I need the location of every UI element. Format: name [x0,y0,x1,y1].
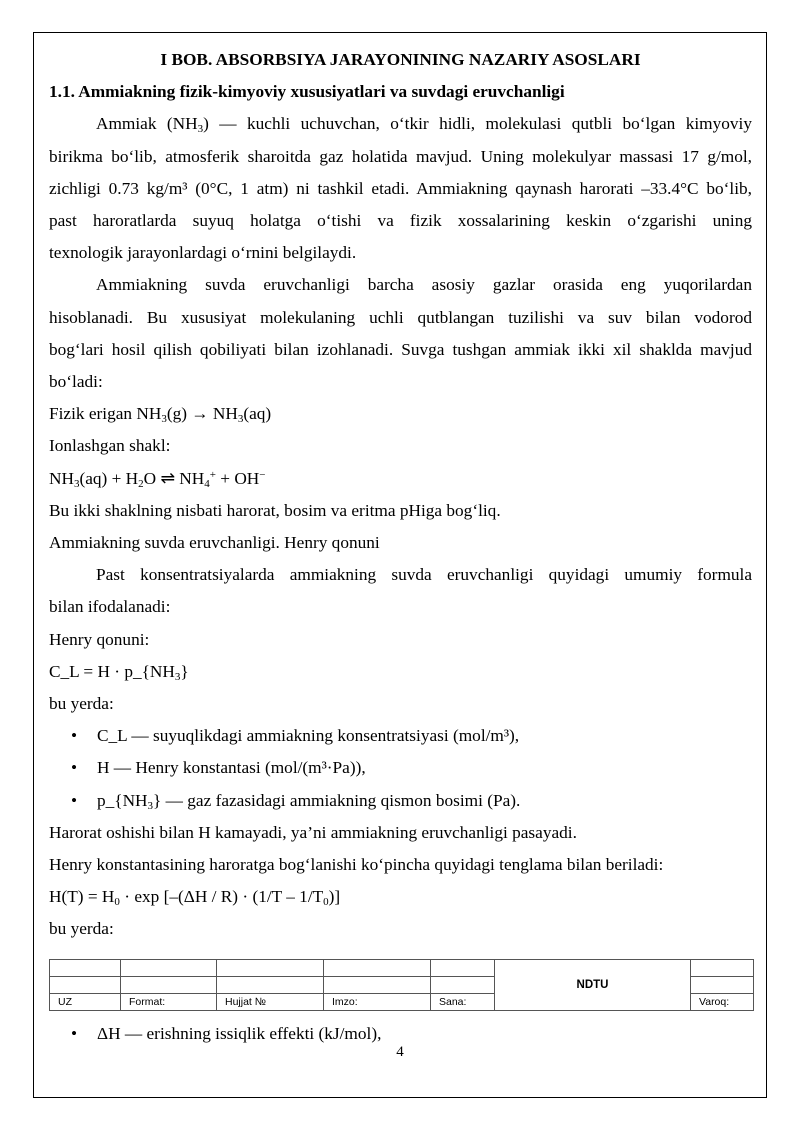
temperature-text: Harorat oshishi bilan H kamayadi, ya’ni ammiakning eruvchanligi pasayadi. [49,822,577,842]
list-item: • C_L — suyuqlikdagi ammiakning konsentratsiyasi (mol/m³), [49,720,752,752]
equation-ionization: $NH_3(aq) + H_2O$ ⇌ $NH_4^+ + OH^-$ [49,468,266,490]
stamp-cell [691,960,754,977]
vant-hoff-equation: $H(T) = H_0 \cdot \exp [-(\Delta H / R) \cdot (1/T - 1/T_0)]$ [49,887,341,909]
dependence-text: Henry konstantasining haroratga bog‘lanishi ko‘pincha quyidagi tenglama bilan beriladi: [49,855,664,875]
stamp-cell [324,977,431,994]
title-block-stamp [49,959,754,1011]
stamp-cell [50,960,121,977]
paragraph-solubility [49,269,752,398]
list-item: • H — Henry konstantasi (mol/(m³·Pa)), [49,752,752,784]
stamp-cell [217,977,324,994]
paragraph-line: bog‘lari hosil qilish qobiliyati bilan izohlanadi. Suvga tushgan ammiak ikki xil shaklda mavjud [49,339,752,359]
chapter-heading: I BOB. ABSORBSIYA JARAYONINING NAZARIY ASOSLARI [160,50,641,69]
ionized-label: Ionlashgan shakl: [49,436,171,456]
paragraph-line: hisoblanadi. Bu xususiyat molekulaning uchli qutblangan tuzilishi va suv bilan vodorod [49,307,752,327]
stamp-cell [431,960,495,977]
variables-list [49,720,752,817]
paragraph-henry [49,559,752,623]
ratio-text: Bu ikki shaklning nisbati harorat, bosim va eritma pHiga bog‘liq. [49,500,501,520]
paragraph-properties [49,108,752,269]
equation-dissolved: Fizik erigan $NH_3(g) \to NH_3(aq)$ [49,404,272,426]
section-heading: 1.1. Ammiakning fizik-kimyoviy xususiyatlari va suvdagi eruvchanligi [49,82,565,102]
stamp-cell [50,977,121,994]
paragraph-line: Past konsentratsiyalarda ammiakning suvda eruvchanligi quyidagi umumiy formula [96,565,752,585]
paragraph-line: Ammiak $(NH_3)$ — kuchli uchuvchan, o‘tkir hidli, molekulasi qutbli bo‘lgan kimyoviy [96,114,752,136]
paragraph-line: bo‘ladi: [49,372,103,392]
stamp-signature: Imzo: [324,994,431,1011]
where-label: bu yerda: [49,694,114,714]
stamp-uz: UZ [50,994,121,1011]
paragraph-line: bilan ifodalanadi: [49,597,171,617]
paragraph-line: Ammiakning suvda eruvchanligi barcha asosiy gazlar orasida eng yuqorilardan [96,275,752,295]
stamp-cell [691,977,754,994]
stamp-document-number: Hujjat № [217,994,324,1011]
stamp-cell [121,960,217,977]
paragraph-line: birikma bo‘lib, atmosferik sharoitda gaz holatida mavjud. Uning molekulyar massasi 17 g/mol, [49,146,752,166]
stamp-sheet: Varoq: [691,994,754,1011]
where-label: bu yerda: [49,919,114,939]
henry-law-label: Henry qonuni: [49,629,150,649]
stamp-organization: NDTU [495,960,691,1011]
stamp-cell [121,977,217,994]
stamp-cell [217,960,324,977]
page-body [49,44,752,946]
paragraph-line: past haroratlarda suyuq holatga o‘tishi va fizik xossalarining keskin o‘zgarishi uning [49,211,752,231]
henry-section-title: Ammiakning suvda eruvchanligi. Henry qonuni [49,533,380,553]
page-number: 4 [396,1044,404,1060]
stamp-cell [431,977,495,994]
henry-law-equation: C_L = $H \cdot p\_\{NH_3\}$ [49,661,189,683]
list-item: • $p\_\{NH_3\}$ — gaz fazasidagi ammiakning qismon bosimi (Pa). [49,785,752,817]
paragraph-line: zichligi 0.73 kg/m³ (0°C, 1 atm) ni tashkil etadi. Ammiakning qaynash harorati –33.4°C bo‘lib, [49,178,752,198]
stamp-format: Format: [121,994,217,1011]
list-item: • ΔH — erishning issiqlik effekti (kJ/mol), [49,1018,752,1050]
stamp-date: Sana: [431,994,495,1011]
stamp-cell [324,960,431,977]
paragraph-line: texnologik jarayonlardagi o‘rnini belgilaydi. [49,243,357,263]
